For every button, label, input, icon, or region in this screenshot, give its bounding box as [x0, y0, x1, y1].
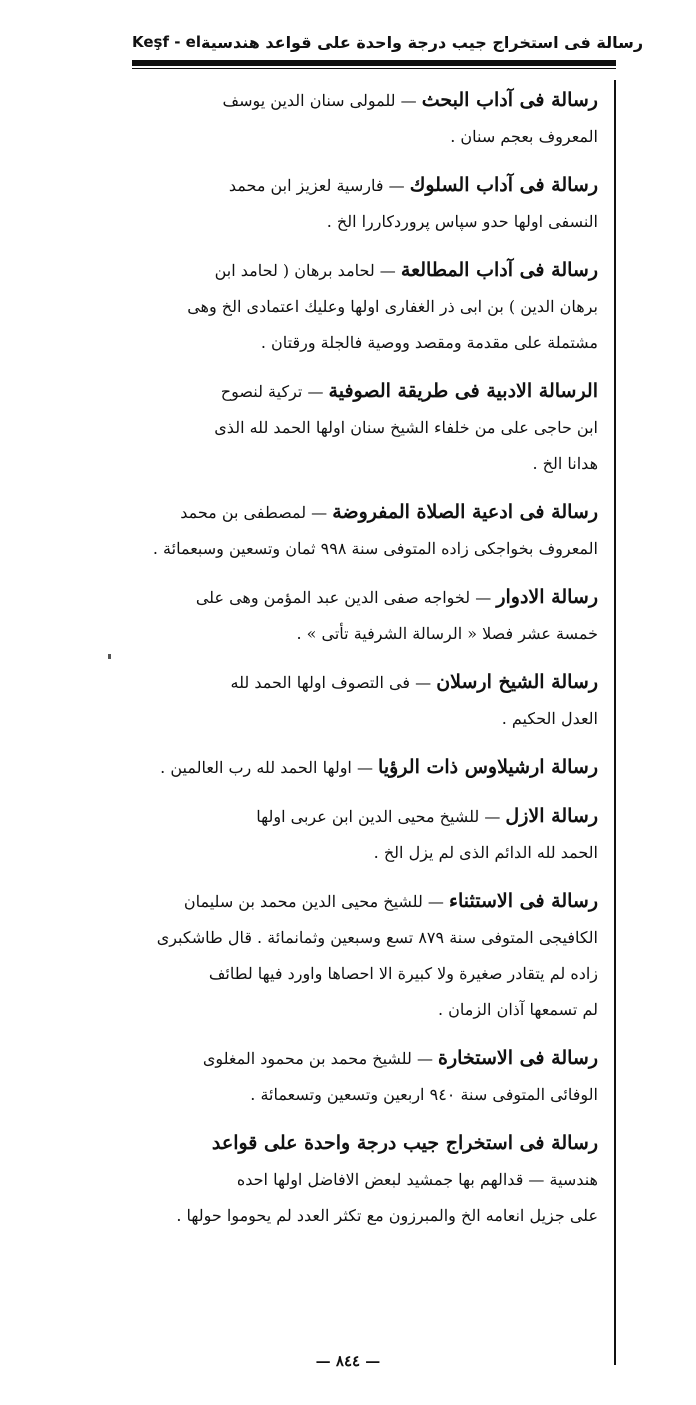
- entry-text: — اولها الحمد لله رب العالمين .: [160, 758, 373, 777]
- entry-title: الرسالة الادبية فى طريقة الصوفية: [328, 380, 598, 402]
- entry-text-line: ابن حاجى على من خلفاء الشيخ سنان اولها الحمد لله الذى: [214, 418, 598, 437]
- entry-title: رسالة فى الاستثناء: [449, 890, 598, 912]
- entry-text-line: العدل الحكيم .: [501, 709, 598, 728]
- entry-first-line: [135, 167, 598, 204]
- entry-text: — للشيخ محيى الدين ابن عربى اولها: [256, 807, 501, 826]
- entry-text-line: هندسية — قدالهم بها جمشيد لبعض الافاضل اولها احده: [236, 1170, 598, 1189]
- entry-title: رسالة فى استخراج جيب درجة واحدة على قواعد: [211, 1132, 598, 1154]
- entry: [135, 373, 598, 482]
- entries-column: [135, 82, 598, 1352]
- page-number: — ٨٤٤ —: [315, 1352, 381, 1370]
- entry-text-line: المعروف بخواجكى زاده المتوفى سنة ٩٩٨ ثمان وتسعين وسبعمائة .: [152, 539, 598, 558]
- header-title: رسالة فى استخراج جيب درجة واحدة على قواعد هندسية: [200, 32, 644, 52]
- entry-text: — فى التصوف اولها الحمد لله: [230, 673, 432, 692]
- running-header: [132, 28, 644, 56]
- entry-text-line: على جزيل انعامه الخ والمبرزون مع تكثر العدد لم يحوموا حولها .: [176, 1206, 598, 1225]
- header-tag: Keşf - el: [132, 33, 201, 51]
- entry-title: رسالة الادوار: [496, 586, 598, 608]
- header-rule-thin: [132, 68, 616, 69]
- entry: [135, 798, 598, 871]
- entry-text: — فارسية لعزيز ابن محمد: [228, 176, 405, 195]
- entry-text-line: الكافيجى المتوفى سنة ٨٧٩ تسع وسبعين وثمانمائة . قال طاشكبرى: [156, 928, 598, 947]
- entry-text: — لخواجه صفى الدين عبد المؤمن وهى على: [195, 588, 492, 607]
- entry: [135, 1040, 598, 1113]
- entry: [135, 167, 598, 240]
- entry-title: رسالة فى ادعية الصلاة المفروضة: [332, 501, 598, 523]
- entry-text-line: مشتملة على مقدمة ومقصد ووصية فالجلة ورقتان .: [260, 333, 598, 352]
- entry: [135, 494, 598, 567]
- entry-text-line: زاده لم يتقادر صغيرة ولا كبيرة الا احصاها واورد فيها لطائف: [208, 964, 598, 983]
- entry-text-line: برهان الدين ) بن ابى ذر الغفارى اولها وعليك اعتمادى الخ وهى: [187, 297, 598, 316]
- entry-text: — تركية لنصوح: [220, 382, 324, 401]
- entry-title: رسالة فى آداب السلوك: [409, 174, 598, 196]
- entry: [135, 252, 598, 361]
- entry-text-line: المعروف بعجم سنان .: [450, 127, 598, 146]
- entry-first-line: [135, 749, 598, 786]
- entry-first-line: [135, 494, 598, 531]
- entry: [135, 1125, 598, 1234]
- entry-title: رسالة ارشيلاوس ذات الرؤيا: [378, 756, 598, 778]
- entry: [135, 883, 598, 1028]
- margin-rule: [614, 80, 616, 1365]
- entry-first-line: [135, 664, 598, 701]
- entry-title: رسالة الشيخ ارسلان: [436, 671, 598, 693]
- entry-text-line: هدانا الخ .: [532, 454, 598, 473]
- entry-first-line: [135, 798, 598, 835]
- entry-first-line: [135, 82, 598, 119]
- entry-text: — للشيخ محيى الدين محمد بن سليمان: [183, 892, 444, 911]
- entry-text: — لحامد برهان ( لحامد ابن: [214, 261, 396, 280]
- entry-text-line: الحمد لله الدائم الذى لم يزل الخ .: [373, 843, 598, 862]
- entry-text: — لمصطفى بن محمد: [180, 503, 328, 522]
- entry: [135, 749, 598, 786]
- entry-first-line: [135, 883, 598, 920]
- entry-text-line: لم تسمعها آذان الزمان .: [437, 1000, 598, 1019]
- header-rule: [132, 60, 616, 66]
- stray-mark: [108, 654, 111, 659]
- entry-title: رسالة الازل: [505, 805, 598, 827]
- entry-text-line: النسفى اولها حدو سپاس پروردکاررا الخ .: [326, 212, 598, 231]
- entry-text-line: الوفائى المتوفى سنة ٩٤٠ اربعين وتسعين وتسعمائة .: [250, 1085, 598, 1104]
- entry-text: — للشيخ محمد بن محمود المغلوى: [202, 1049, 433, 1068]
- entry-first-line: [135, 1125, 598, 1162]
- entry-first-line: [135, 373, 598, 410]
- entry: [135, 82, 598, 155]
- entry-first-line: [135, 579, 598, 616]
- entry-title: رسالة فى آداب المطالعة: [400, 259, 598, 281]
- entry-text-line: خمسة عشر فصلا « الرسالة الشرفية تأتى » .: [296, 624, 598, 643]
- entry-title: رسالة فى الاستخارة: [438, 1047, 598, 1069]
- entry-title: رسالة فى آداب البحث: [421, 89, 598, 111]
- entry-text: — للمولى سنان الدين يوسف: [222, 91, 417, 110]
- entry-first-line: [135, 1040, 598, 1077]
- entry: [135, 664, 598, 737]
- entry-first-line: [135, 252, 598, 289]
- entry: [135, 579, 598, 652]
